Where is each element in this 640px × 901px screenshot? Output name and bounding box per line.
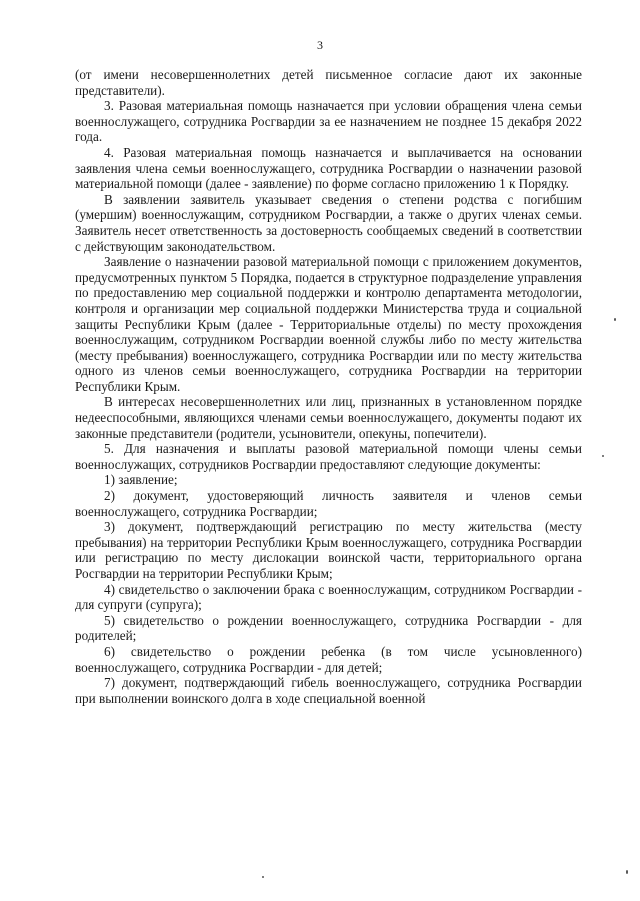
list-item-4: 4) свидетельство о заключении брака с военнослужащим, сотрудником Росгвардии - для супруги (супруга); <box>75 581 582 613</box>
scan-speck-mark <box>614 318 616 321</box>
page-number: 3 <box>317 38 323 52</box>
list-item-5: 5) свидетельство о рождении военнослужащего, сотрудника Росгвардии - для родителей; <box>75 612 582 644</box>
scan-speck-mark <box>626 870 628 874</box>
list-item-3: 3) документ, подтверждающий регистрацию по месту жительства (месту пребывания) на территории Республики Крым военнослужащего, сотрудника Росгвардии или регистрацию по месту дислокации воинской части, территориального органа Росгвардии на территории Республики Крым; <box>75 519 582 581</box>
scan-speck-mark <box>262 876 264 878</box>
paragraph-application-submission: Заявление о назначении разовой материальной помощи с приложением документов, предусмотренных пунктом 5 Порядка, подается в структурное подразделение управления по предоставлению мер социальной поддержки и контролю департамента методологии, контроля и организации мер социальной поддержки Министерства труда и социальной защиты Республики Крым (далее - Территориальные отделы) по месту прохождения военнослужащим, сотрудником Росгвардии военной службы либо по месту жительства (месту пребывания) военнослужащего, сотрудника Росгвардии или по месту жительства одного из членов семьи военнослужащего, сотрудника Росгвардии на территории Республики Крым. <box>75 254 582 394</box>
list-item-7: 7) документ, подтверждающий гибель военнослужащего, сотрудника Росгвардии при выполнении воинского долга в ходе специальной военной <box>75 675 582 706</box>
scan-speck-mark <box>602 455 604 457</box>
list-item-6: 6) свидетельство о рождении ребенка (в том числе усыновленного) военнослужащего, сотрудника Росгвардии - для детей; <box>75 643 582 675</box>
paragraph-minors-interests: В интересах несовершеннолетних или лиц, признанных в установленном порядке недееспособными, являющихся членами семьи военнослужащего, документы подают их законные представители (родители, усыновители, опекуны, попечители). <box>75 394 582 441</box>
list-item-1: 1) заявление; <box>104 472 178 488</box>
paragraph-applicant-info: В заявлении заявитель указывает сведения о степени родства с погибшим (умершим) военнослужащим, сотрудником Росгвардии, а также о других членах семьи. Заявитель несет ответственность за достоверность сообщаемых сведений в соответствии с действующим законодательством. <box>75 191 582 254</box>
document-body <box>75 67 582 706</box>
paragraph-item-4: 4. Разовая материальная помощь назначается и выплачивается на основании заявления члена семьи военнослужащего, сотрудника Росгвардии о назначении разовой материальной помощи (далее - заявление) по форме согласно приложению 1 к Порядку. <box>75 144 582 192</box>
paragraph-continuation: (от имени несовершеннолетних детей письменное согласие дают их законные представители). <box>75 67 582 98</box>
paragraph-item-5: 5. Для назначения и выплаты разовой материальной помощи члены семьи военнослужащих, сотрудников Росгвардии предоставляют следующие документы: <box>75 441 582 472</box>
paragraph-item-3: 3. Разовая материальная помощь назначается при условии обращения члена семьи военнослужащего, сотрудника Росгвардии за ее назначением не позднее 15 декабря 2022 года. <box>75 98 582 145</box>
list-item-2: 2) документ, удостоверяющий личность заявителя и членов семьи военнослужащего, сотрудника Росгвардии; <box>75 488 582 519</box>
